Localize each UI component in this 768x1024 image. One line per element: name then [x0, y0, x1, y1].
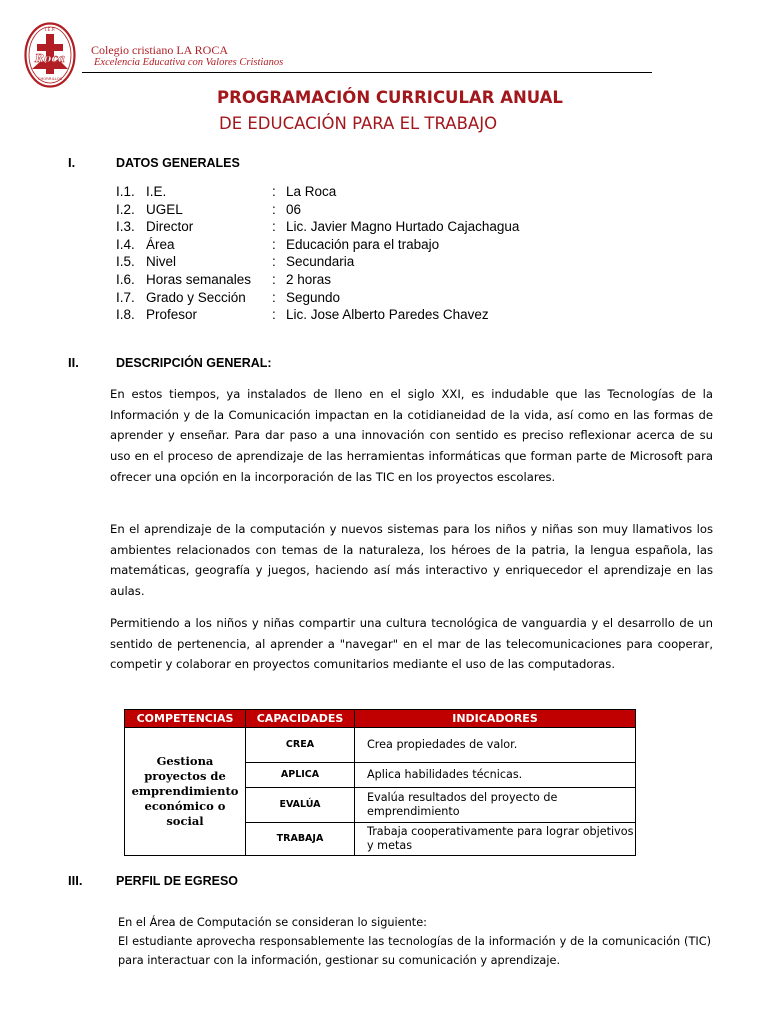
competencia-cell: Gestiona proyectos de emprendimiento económico o social	[125, 728, 246, 856]
list-item: I.7. Grado y Sección : Segundo	[116, 289, 341, 305]
section-3-number: III.	[68, 873, 83, 888]
description-paragraph: En el aprendizaje de la computación y nuevos sistemas para los niños y niñas son muy llamativos los ambientes relacionados con temas de la naturaleza, los héroes de la patria, la lengua española, las matemáticas, geografía y juegos, haciendo así más interactivo y enriquecedor el aprendizaje en las aulas.	[110, 522, 713, 599]
table-row	[125, 728, 636, 763]
indicador-cell: Aplica habilidades técnicas.	[355, 763, 636, 788]
list-item: I.6. Horas semanales : 2 horas	[116, 271, 332, 287]
list-item: I.2. UGEL : 06	[116, 201, 302, 217]
list-item: I.5. Nivel : Secundaria	[116, 254, 355, 270]
school-motto: Excelencia Educativa con Valores Cristianos	[94, 57, 284, 68]
section-1-title: DATOS GENERALES	[116, 156, 240, 170]
table-header-row	[125, 710, 636, 728]
logo-bottom-text: CHORRILLOS	[37, 76, 63, 81]
perfil-text: El estudiante aprovecha responsablemente las tecnologías de la información y de la comunicación (TIC) para interactuar con la información, gestionar su comunicación y aprendizaje.	[118, 935, 711, 967]
capacidad-cell: CREA	[246, 728, 355, 763]
datos-generales-list	[116, 184, 596, 325]
school-name: Colegio cristiano LA ROCA	[91, 43, 228, 57]
list-item: I.4. Área : Educación para el trabajo	[116, 236, 440, 252]
capacidad-cell: EVALÚA	[246, 788, 355, 823]
capacidad-cell: APLICA	[246, 763, 355, 788]
header-divider	[82, 72, 652, 73]
header-indicadores: INDICADORES	[355, 710, 636, 728]
capacidad-cell: TRABAJA	[246, 823, 355, 856]
section-3-title: PERFIL DE EGRESO	[116, 874, 239, 888]
section-1-number: I.	[68, 155, 76, 170]
description-paragraph: Permitiendo a los niños y niñas compartir una cultura tecnológica de vanguardia y el desarrollo de un sentido de pertenencia, al aprender a "navegar" en el mar de las telecomunicaciones para cooperar, competir y colaborar en proyectos comunitarios mediante el uso de las computadoras.	[110, 616, 713, 672]
section-2-title: DESCRIPCIÓN GENERAL:	[116, 356, 272, 370]
school-logo	[24, 22, 76, 88]
header-competencias: COMPETENCIAS	[125, 710, 246, 728]
perfil-intro: En el Área de Computación se consideran lo siguiente:	[118, 916, 427, 929]
document-title: PROGRAMACIÓN CURRICULAR ANUAL	[217, 88, 563, 107]
list-item: I.3. Director : Lic. Javier Magno Hurtado Cajachagua	[116, 219, 520, 235]
indicador-cell: Evalúa resultados del proyecto de emprendimiento	[355, 788, 636, 823]
logo-top-text: I.E.P.	[44, 28, 56, 33]
competencias-table	[124, 709, 636, 856]
list-item: I.1. I.E. : La Roca	[116, 184, 337, 199]
logo-main-text: Roca	[34, 52, 66, 65]
section-2-number: II.	[68, 355, 79, 370]
description-paragraph: En estos tiempos, ya instalados de lleno en el siglo XXI, es indudable que las Tecnologías de la Información y de la Comunicación impactan en la cotidianeidad de la vida, así como en las formas de aprender y enseñar. Para dar paso a una innovación con sentido es preciso reflexionar acerca de su uso en el proceso de aprendizaje de las herramientas informáticas que forman parte de Microsoft para ofrecer una opción en la incorporación de las TIC en los proyectos escolares.	[110, 387, 713, 484]
document-subtitle: DE EDUCACIÓN PARA EL TRABAJO	[219, 114, 498, 133]
indicador-cell: Crea propiedades de valor.	[355, 728, 636, 763]
list-item: I.8. Profesor : Lic. Jose Alberto Paredes Chavez	[116, 307, 489, 323]
indicador-cell: Trabaja cooperativamente para lograr objetivos y metas	[355, 823, 636, 856]
header-capacidades: CAPACIDADES	[246, 710, 355, 728]
